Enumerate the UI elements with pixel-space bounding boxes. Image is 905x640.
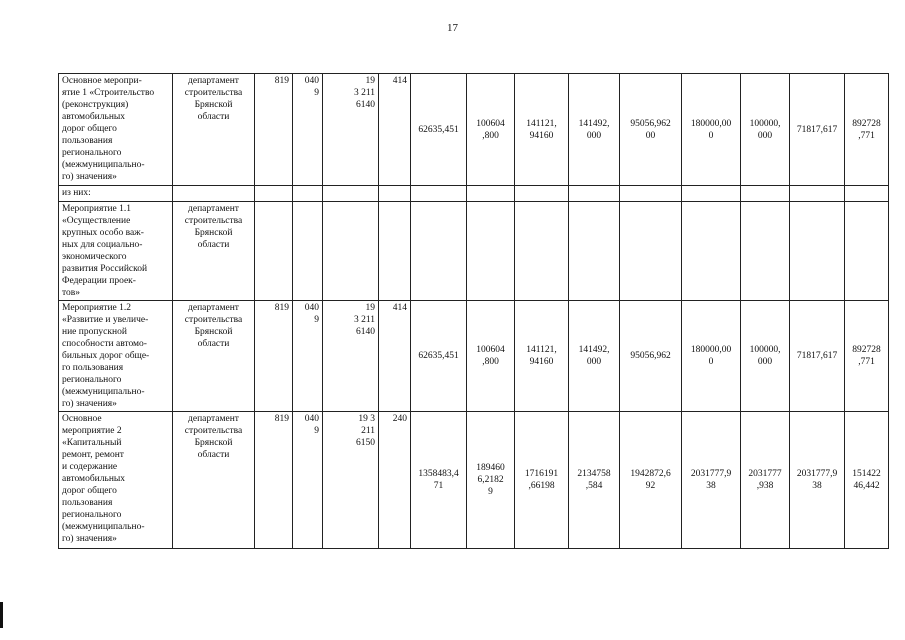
amount-cell: 141121, 94160: [515, 301, 569, 412]
amount-cell: 1942872,6 92: [620, 412, 682, 549]
table-row: [59, 186, 889, 202]
amount-cell: [515, 202, 569, 301]
amount-cell: 2031777,9 38: [790, 412, 845, 549]
amount-cell: [569, 202, 620, 301]
amount-cell: [682, 186, 741, 202]
executor-cell: департамент строительства Брянской области: [173, 202, 255, 301]
amount-cell: [569, 186, 620, 202]
amount-cell: 892728 ,771: [845, 74, 889, 186]
grbs-cell: 819: [255, 412, 293, 549]
amount-cell: 141492, 000: [569, 74, 620, 186]
csr-cell: 19 3 211 6140: [323, 74, 379, 186]
csr-cell: [323, 202, 379, 301]
amount-cell: 2134758 ,584: [569, 412, 620, 549]
grbs-cell: [255, 186, 293, 202]
rzpr-cell: 040 9: [293, 74, 323, 186]
amount-cell: [467, 186, 515, 202]
amount-cell: 62635,451: [411, 301, 467, 412]
amount-cell: 95056,962 00: [620, 74, 682, 186]
amount-cell: 1358483,4 71: [411, 412, 467, 549]
vr-cell: 414: [379, 301, 411, 412]
amount-cell: [620, 186, 682, 202]
page-number: 17: [447, 22, 458, 34]
amount-cell: 189460 6,2182 9: [467, 412, 515, 549]
table-row: [59, 301, 889, 412]
rzpr-cell: [293, 202, 323, 301]
amount-cell: [515, 186, 569, 202]
amount-cell: 141121, 94160: [515, 74, 569, 186]
amount-cell: 892728 ,771: [845, 301, 889, 412]
amount-cell: 71817,617: [790, 301, 845, 412]
activity-name-cell: из них:: [59, 186, 173, 202]
table-body: [59, 74, 889, 549]
amount-cell: 100604 ,800: [467, 74, 515, 186]
amount-cell: 180000,00 0: [682, 74, 741, 186]
vr-cell: [379, 202, 411, 301]
amount-cell: [790, 186, 845, 202]
rzpr-cell: [293, 186, 323, 202]
scan-margin-mark: [0, 602, 3, 628]
amount-cell: 141492, 000: [569, 301, 620, 412]
vr-cell: 240: [379, 412, 411, 549]
csr-cell: 19 3 211 6140: [323, 301, 379, 412]
amount-cell: 2031777 ,938: [741, 412, 790, 549]
vr-cell: 414: [379, 74, 411, 186]
vr-cell: [379, 186, 411, 202]
amount-cell: [411, 186, 467, 202]
amount-cell: 1716191 ,66198: [515, 412, 569, 549]
grbs-cell: 819: [255, 74, 293, 186]
amount-cell: 71817,617: [790, 74, 845, 186]
executor-cell: департамент строительства Брянской области: [173, 74, 255, 186]
rzpr-cell: 040 9: [293, 412, 323, 549]
table-row: [59, 412, 889, 549]
executor-cell: департамент строительства Брянской области: [173, 412, 255, 549]
activity-name-cell: Мероприятие 1.2 «Развитие и увеличе- ние пропускной способности автомо- бильных дорог обще- го пользования регионального (межмуниципально- го) значения»: [59, 301, 173, 412]
budget-table: [58, 73, 889, 549]
amount-cell: [845, 202, 889, 301]
amount-cell: [682, 202, 741, 301]
rzpr-cell: 040 9: [293, 301, 323, 412]
amount-cell: 151422 46,442: [845, 412, 889, 549]
executor-cell: [173, 186, 255, 202]
amount-cell: [741, 202, 790, 301]
amount-cell: 100604 ,800: [467, 301, 515, 412]
amount-cell: [620, 202, 682, 301]
activity-name-cell: Мероприятие 1.1 «Осуществление крупных особо важ- ных для социально- экономического развития Российской Федерации проек- тов»: [59, 202, 173, 301]
amount-cell: 180000,00 0: [682, 301, 741, 412]
amount-cell: 62635,451: [411, 74, 467, 186]
executor-cell: департамент строительства Брянской области: [173, 301, 255, 412]
activity-name-cell: Основное мероприятие 2 «Капитальный ремонт, ремонт и содержание автомобильных дорог общего пользования регионального (межмуниципально- го) значения»: [59, 412, 173, 549]
grbs-cell: 819: [255, 301, 293, 412]
amount-cell: [790, 202, 845, 301]
amount-cell: 100000, 000: [741, 74, 790, 186]
csr-cell: [323, 186, 379, 202]
amount-cell: [845, 186, 889, 202]
table-row: [59, 74, 889, 186]
amount-cell: [741, 186, 790, 202]
grbs-cell: [255, 202, 293, 301]
table-row: [59, 202, 889, 301]
amount-cell: 95056,962: [620, 301, 682, 412]
amount-cell: 100000, 000: [741, 301, 790, 412]
activity-name-cell: Основное меропри- ятие 1 «Строительство (реконструкция) автомобильных дорог общего пользования регионального (межмуниципально- го) значения»: [59, 74, 173, 186]
amount-cell: 2031777,9 38: [682, 412, 741, 549]
amount-cell: [411, 202, 467, 301]
csr-cell: 19 3 211 6150: [323, 412, 379, 549]
amount-cell: [467, 202, 515, 301]
